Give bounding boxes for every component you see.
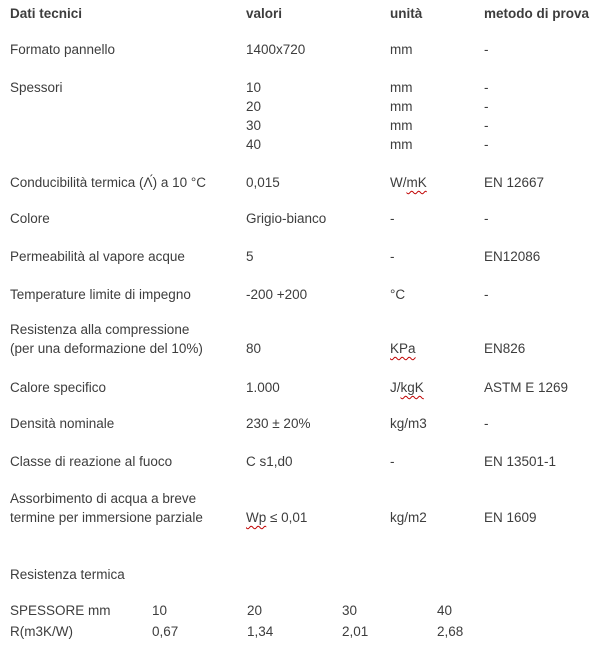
row-label: Permeabilità al vapore acque xyxy=(10,249,185,264)
row-method: - xyxy=(484,42,489,57)
header-metodo-di-prova: metodo di prova xyxy=(484,6,590,21)
row-method: EN12086 xyxy=(484,249,541,264)
row-unit xyxy=(390,173,484,192)
row-method: - xyxy=(484,416,489,431)
table-row xyxy=(0,320,600,358)
unit-spellchecked: KPa xyxy=(390,341,416,356)
row-label xyxy=(10,320,246,358)
row-label xyxy=(10,489,246,527)
row-value: 20 xyxy=(246,99,262,114)
rt-spessore-value: 20 xyxy=(247,603,263,618)
row-method: - xyxy=(484,137,489,152)
row-label: Colore xyxy=(10,211,50,226)
row-value xyxy=(246,508,390,527)
row-label: Calore specifico xyxy=(10,380,107,395)
resistenza-termica-r-row xyxy=(0,622,600,641)
rt-spessore-value: 10 xyxy=(152,603,168,618)
row-label-line1: Resistenza alla compressione xyxy=(10,322,190,337)
row-method: EN826 xyxy=(484,341,526,356)
table-row xyxy=(0,40,600,59)
header-valori: valori xyxy=(246,6,283,21)
table-row xyxy=(0,78,600,154)
row-method: EN 12667 xyxy=(484,175,545,190)
row-unit: mm xyxy=(390,118,413,133)
row-label: Conducibilità termica (Λ́) a 10 °C xyxy=(10,175,206,190)
row-value: 30 xyxy=(246,118,262,133)
table-row xyxy=(0,452,600,471)
table-row xyxy=(0,285,600,304)
row-method-stack xyxy=(484,78,600,154)
row-unit: mm xyxy=(390,99,413,114)
table-row xyxy=(0,247,600,266)
row-value: 40 xyxy=(246,137,262,152)
rt-r-value: 1,34 xyxy=(247,624,274,639)
row-value: 230 ± 20% xyxy=(246,416,311,431)
row-value: -200 +200 xyxy=(246,287,308,302)
row-unit: - xyxy=(390,454,395,469)
row-unit: kg/m2 xyxy=(390,510,427,525)
resistenza-termica-spessore-row xyxy=(0,601,600,620)
section-title: Resistenza termica xyxy=(10,567,125,582)
row-label: Spessori xyxy=(10,80,63,95)
row-value: 80 xyxy=(246,341,262,356)
rt-spessore-value: 40 xyxy=(437,603,453,618)
row-method: EN 13501-1 xyxy=(484,454,557,469)
row-method: ASTM E 1269 xyxy=(484,380,569,395)
value-spellchecked: Wp xyxy=(246,510,267,525)
row-label: Formato pannello xyxy=(10,42,116,57)
rt-r-value: 2,01 xyxy=(342,624,369,639)
unit-spellchecked: mK xyxy=(406,175,427,190)
row-label: Temperature limite di impegno xyxy=(10,287,191,302)
row-method: - xyxy=(484,99,489,114)
row-unit: mm xyxy=(390,42,413,57)
row-unit: - xyxy=(390,211,395,226)
table-row xyxy=(0,173,600,192)
unit-prefix: J/ xyxy=(390,380,401,395)
row-label: Densità nominale xyxy=(10,416,115,431)
row-unit: mm xyxy=(390,80,413,95)
row-label: Classe di reazione al fuoco xyxy=(10,454,173,469)
table-row xyxy=(0,209,600,228)
row-value-stack xyxy=(246,78,390,154)
table-row xyxy=(0,414,600,433)
row-unit: - xyxy=(390,249,395,264)
row-value: Grigio-bianco xyxy=(246,211,327,226)
rt-row-label: SPESSORE mm xyxy=(10,603,111,618)
table-row xyxy=(0,378,600,397)
header-dati-tecnici: Dati tecnici xyxy=(10,6,83,21)
rt-row-label: R(m3K/W) xyxy=(10,624,73,639)
row-unit xyxy=(390,339,484,358)
unit-spellchecked: kgK xyxy=(400,380,424,395)
row-method: - xyxy=(484,211,489,226)
row-value: 1.000 xyxy=(246,380,280,395)
row-unit: °C xyxy=(390,287,406,302)
header-unita: unità xyxy=(390,6,423,21)
row-method: EN 1609 xyxy=(484,510,537,525)
row-value: 5 xyxy=(246,249,254,264)
row-value: C s1,d0 xyxy=(246,454,293,469)
row-value: 0,015 xyxy=(246,175,280,190)
table-header-row xyxy=(0,4,600,23)
row-value: 10 xyxy=(246,80,262,95)
rt-r-value: 0,67 xyxy=(152,624,179,639)
row-label-line2: termine per immersione parziale xyxy=(10,510,203,525)
rt-r-value: 2,68 xyxy=(437,624,464,639)
row-label-line2: (per una deformazione del 10%) xyxy=(10,341,203,356)
table-row xyxy=(0,489,600,527)
row-method: - xyxy=(484,118,489,133)
row-value: 1400x720 xyxy=(246,42,306,57)
rt-spessore-value: 30 xyxy=(342,603,358,618)
resistenza-termica-title-row xyxy=(0,565,600,584)
row-unit xyxy=(390,378,484,397)
row-unit: mm xyxy=(390,137,413,152)
value-rest: ≤ 0,01 xyxy=(266,510,308,525)
row-label-line1: Assorbimento di acqua a breve xyxy=(10,491,197,506)
unit-prefix: W/ xyxy=(390,175,407,190)
row-unit: kg/m3 xyxy=(390,416,427,431)
row-unit-stack xyxy=(390,78,484,154)
row-method: - xyxy=(484,80,489,95)
row-method: - xyxy=(484,287,489,302)
